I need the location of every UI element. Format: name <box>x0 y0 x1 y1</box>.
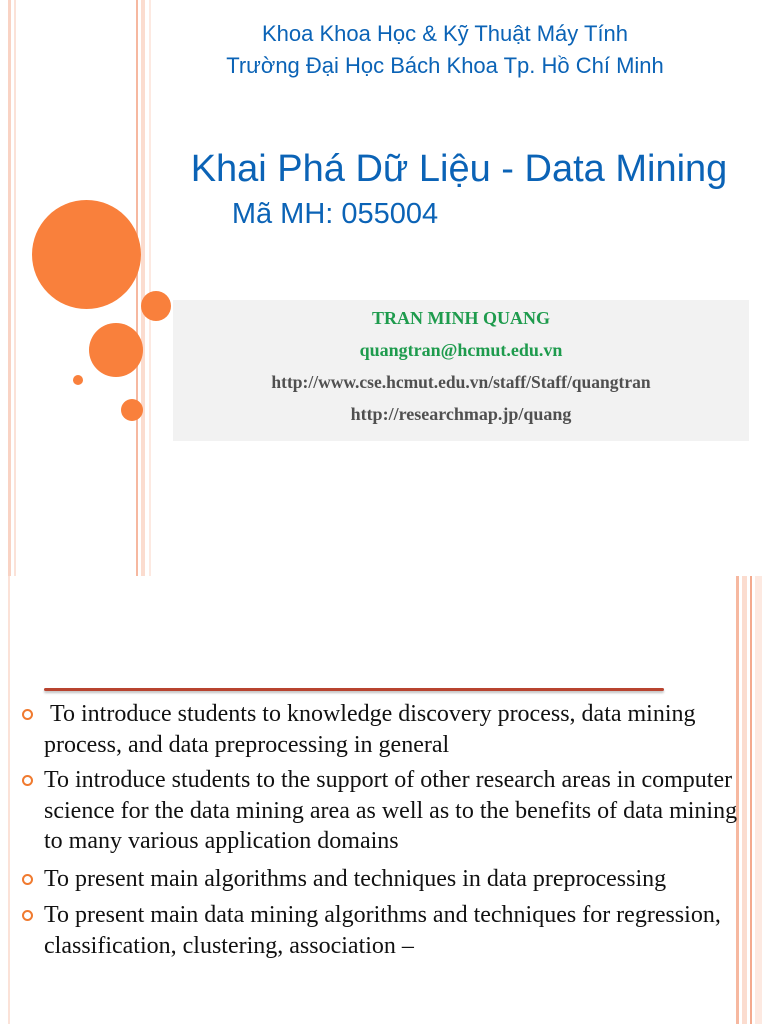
list-item <box>18 900 738 961</box>
list-item <box>18 699 738 760</box>
decorative-stripe <box>750 576 752 1024</box>
author-email[interactable]: quangtran@hcmut.edu.vn <box>359 340 563 360</box>
author-researchmap-link[interactable]: http://researchmap.jp/quang <box>350 404 572 424</box>
university-name: Trường Đại Học Bách Khoa Tp. Hồ Chí Minh <box>226 53 664 78</box>
decorative-stripe <box>14 0 16 576</box>
list-item <box>18 765 738 857</box>
decorative-circle-tiny <box>73 375 83 385</box>
decorative-circle-small <box>141 291 171 321</box>
objectives-slide <box>0 576 768 1024</box>
circle-bullet-icon <box>22 874 33 885</box>
decorative-stripe <box>136 0 138 576</box>
list-item-text: To present main data mining algorithms and techniques for regression, classification, clustering, association – <box>44 902 721 959</box>
decorative-stripe <box>755 576 762 1024</box>
faculty-name: Khoa Khoa Học & Kỹ Thuật Máy Tính <box>261 21 629 46</box>
circle-bullet-icon <box>22 775 33 786</box>
decorative-circle-small <box>121 399 143 421</box>
author-name: TRAN MINH QUANG <box>372 308 550 328</box>
objectives-list <box>18 699 738 961</box>
decorative-stripe <box>8 576 10 1024</box>
author-info-box <box>173 300 749 441</box>
course-code: Mã MH: 055004 <box>231 198 439 230</box>
decorative-circle-medium <box>89 323 143 377</box>
slide-title: Khai Phá Dữ Liệu - Data Mining <box>190 148 728 190</box>
title-underline-rule <box>44 688 664 691</box>
decorative-stripe <box>8 0 11 576</box>
list-item-text: To present main algorithms and techniques in data preprocessing <box>44 865 667 892</box>
decorative-stripe <box>149 0 151 576</box>
list-item-text: To introduce students to the support of other research areas in computer science for the data mining area as well as to the benefits of data mining to many various application domains <box>44 767 738 854</box>
decorative-stripe <box>742 576 747 1024</box>
list-item-text: To introduce students to knowledge discovery process, data mining process, and data preprocessing in general <box>44 701 702 758</box>
decorative-circle-large <box>32 200 141 309</box>
list-item <box>18 864 738 895</box>
author-homepage-link[interactable]: http://www.cse.hcmut.edu.vn/staff/Staff/quangtran <box>271 372 651 392</box>
circle-bullet-icon <box>22 910 33 921</box>
circle-bullet-icon <box>22 709 33 720</box>
decorative-stripe <box>141 0 145 576</box>
